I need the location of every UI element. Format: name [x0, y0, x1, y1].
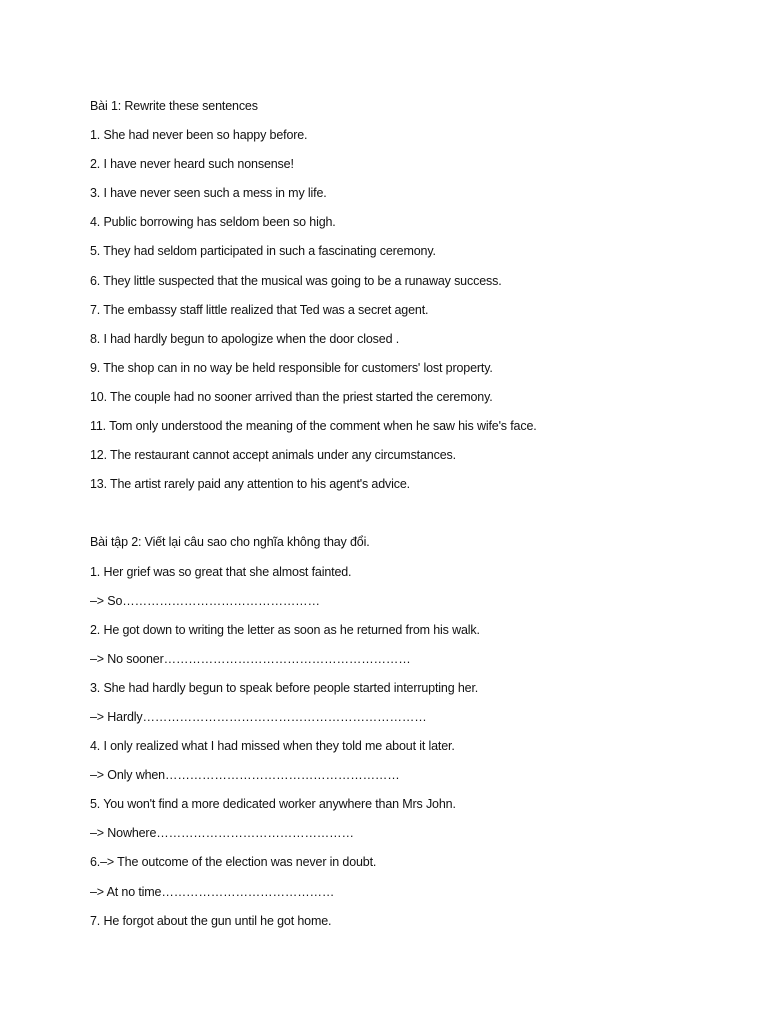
exercise2-answer-line: –> So………………………………………… [90, 593, 320, 608]
exercise1-item: 8. I had hardly begun to apologize when the door closed . [90, 331, 400, 346]
exercise2-heading: Bài tập 2: Viết lại câu sao cho nghĩa không thay đổi. [90, 535, 370, 550]
exercise1-item: 2. I have never heard such nonsense! [90, 157, 294, 172]
exercise1-item: 3. I have never seen such a mess in my life. [90, 186, 327, 201]
exercise1-item: 5. They had seldom participated in such a fascinating ceremony. [90, 244, 436, 259]
exercise2-answer-line: –> Nowhere………………………………………… [90, 826, 354, 841]
exercise2-answer-line: –> Only when………………………………………………… [90, 768, 400, 783]
exercise1-item: 4. Public borrowing has seldom been so high. [90, 215, 336, 230]
exercise1-item: 1. She had never been so happy before. [90, 128, 308, 143]
exercise2-item: 4. I only realized what I had missed when they told me about it later. [90, 739, 455, 754]
exercise1-item: 9. The shop can in no way be held responsible for customers' lost property. [90, 360, 493, 375]
exercise1-item: 12. The restaurant cannot accept animals under any circumstances. [90, 448, 456, 463]
exercise1-item: 6. They little suspected that the musical was going to be a runaway success. [90, 273, 502, 288]
exercise1-heading: Bài 1: Rewrite these sentences [90, 99, 258, 113]
exercise2-answer-line: –> No sooner…………………………………………………… [90, 651, 411, 666]
exercise2-item: 6.–> The outcome of the election was never in doubt. [90, 855, 377, 870]
exercise2-answer-line: –> At no time…………………………………… [90, 884, 335, 899]
exercise1-item: 7. The embassy staff little realized that Ted was a secret agent. [90, 302, 429, 317]
exercise2-item: 7. He forgot about the gun until he got home. [90, 913, 332, 928]
exercise2-item: 1. Her grief was so great that she almost fainted. [90, 564, 352, 579]
exercise1-item: 13. The artist rarely paid any attention to his agent's advice. [90, 477, 410, 492]
exercise2-answer-line: –> Hardly…………………………………………………………… [90, 709, 427, 724]
exercise1-item: 11. Tom only understood the meaning of the comment when he saw his wife's face. [90, 419, 537, 434]
exercise2-item: 3. She had hardly begun to speak before people started interrupting her. [90, 680, 479, 695]
paragraph-spacer [90, 499, 730, 528]
exercise1-item: 10. The couple had no sooner arrived than the priest started the ceremony. [90, 389, 493, 404]
exercise2-item: 5. You won't find a more dedicated worker anywhere than Mrs John. [90, 797, 456, 812]
document-page [90, 92, 730, 936]
exercise2-item: 2. He got down to writing the letter as soon as he returned from his walk. [90, 622, 480, 637]
